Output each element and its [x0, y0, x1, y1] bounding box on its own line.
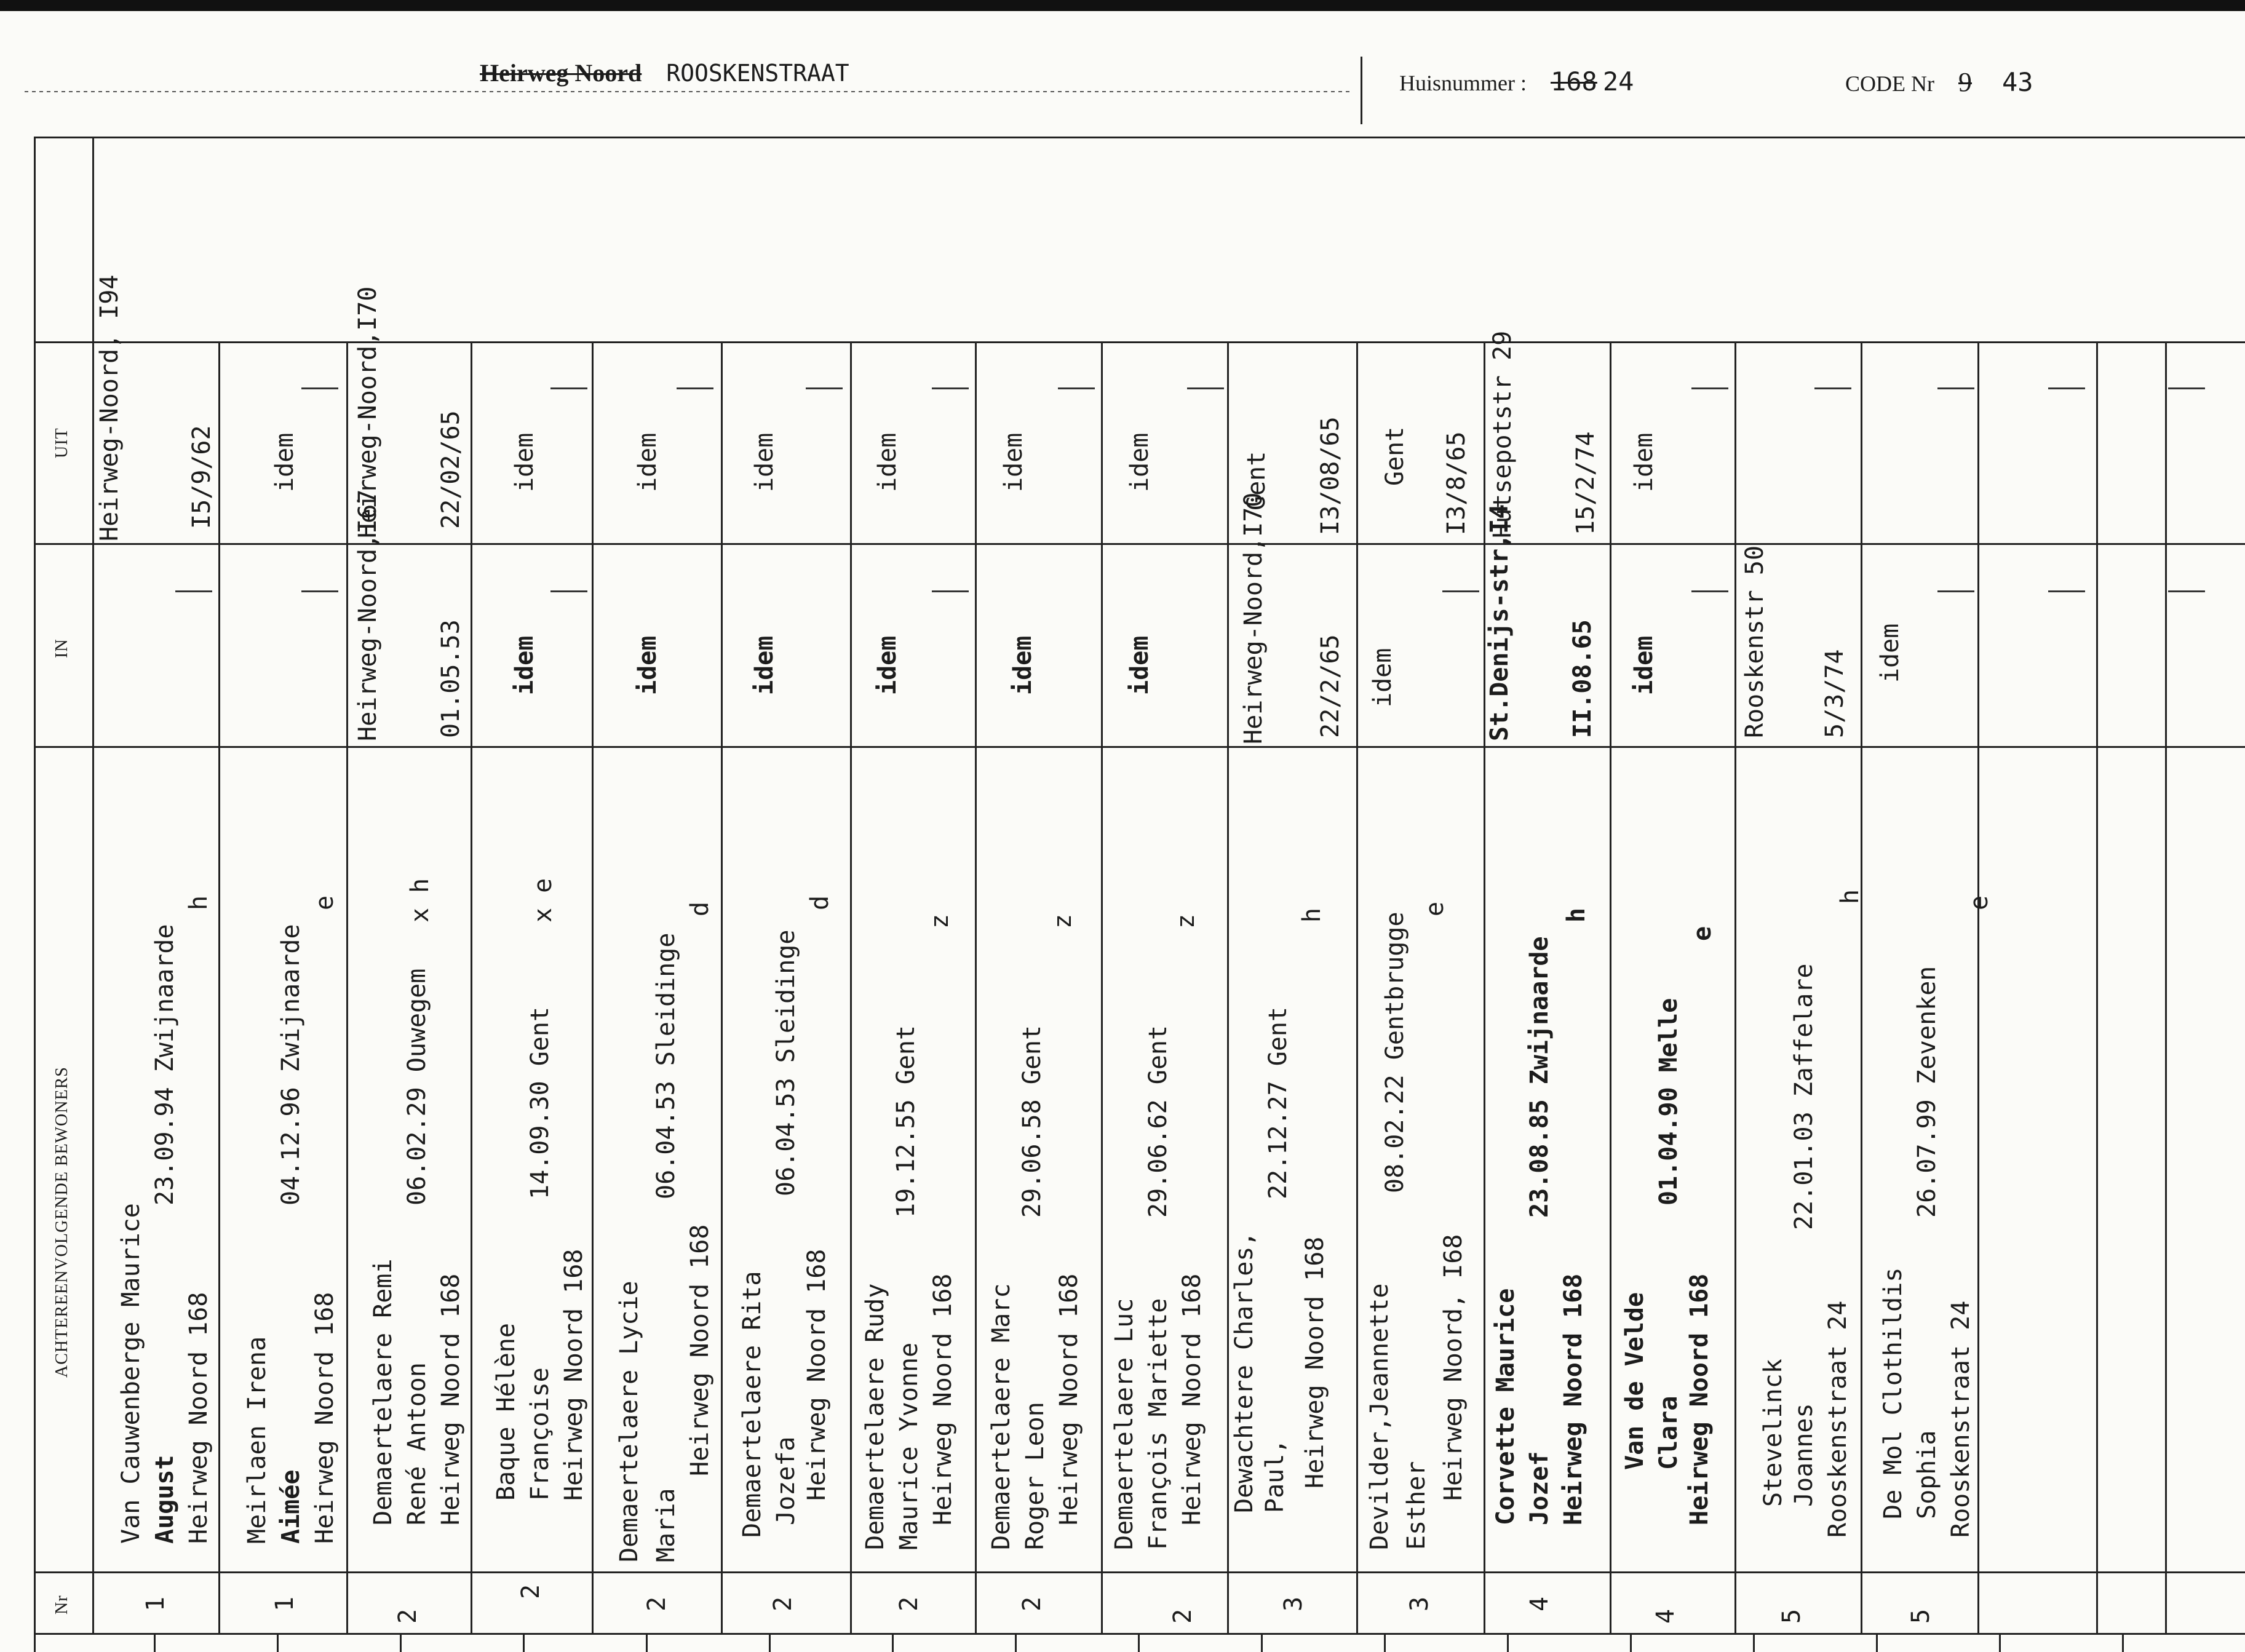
in-place: idem: [1630, 635, 1658, 695]
resident-address: Heirweg Noord 168: [803, 1249, 831, 1501]
dash-mark: [1937, 590, 1974, 592]
resident-name: Demaertelaere Luc: [1110, 1298, 1138, 1550]
in-place: idem: [634, 635, 662, 695]
row-nr: 2: [394, 1608, 422, 1624]
status-mark: d: [686, 901, 714, 916]
dash-mark: [2048, 590, 2085, 592]
bottom-tick: [1138, 1633, 1140, 1652]
row-sep: [975, 341, 977, 1633]
bottom-tick: [1753, 1633, 1755, 1652]
row-nr: 5: [1907, 1608, 1935, 1624]
row-nr: 2: [895, 1596, 923, 1611]
resident-name-2: Paul,: [1261, 1439, 1289, 1513]
label-nr: Nr: [52, 1595, 71, 1614]
resident-name: Meirlaen Irena: [243, 1336, 271, 1544]
dash-mark: [1442, 590, 1479, 592]
birth-info: 19.12.55 Gent: [892, 1025, 920, 1218]
uit-place: Gent: [1381, 426, 1409, 486]
row-nr: 1: [271, 1596, 299, 1611]
resident-address: Rooskenstraat 24: [1824, 1300, 1852, 1538]
status-mark: x e: [529, 878, 557, 923]
status-mark: z: [926, 913, 954, 929]
uit-place: Gent: [1242, 451, 1271, 510]
frame-left: [34, 137, 36, 1635]
resident-name-2: Françoise: [526, 1367, 554, 1501]
street-header: [480, 58, 849, 87]
dash-mark: [1814, 387, 1851, 389]
birth-info: 22.12.27 Gent: [1264, 1006, 1292, 1199]
resident-name: Demaertelaere Rita: [738, 1271, 766, 1538]
uit-place: idem: [511, 432, 539, 492]
row-nr: 2: [1169, 1608, 1197, 1624]
resident-name: Corvette Maurice: [1492, 1288, 1520, 1525]
row-nr: 5: [1778, 1608, 1806, 1624]
status-mark: e: [311, 895, 339, 910]
status-mark: z: [1049, 913, 1077, 929]
row-sep: [2165, 341, 2167, 1633]
resident-name-2: Maria: [652, 1488, 680, 1562]
status-mark: h: [185, 895, 213, 910]
dash-mark: [932, 590, 969, 592]
dash-mark: [677, 387, 713, 389]
resident-address: Heirweg Noord 168: [1301, 1236, 1329, 1488]
in-place: idem: [1009, 635, 1037, 695]
dash-mark: [175, 590, 212, 592]
resident-name: Demaertelaere Marc: [987, 1283, 1015, 1550]
uit-place: idem: [750, 432, 779, 492]
bottom-tick: [646, 1633, 648, 1652]
bottom-tick: [1384, 1633, 1386, 1652]
header-dotted-line: [25, 91, 1353, 92]
resident-name-2: Maurice Yvonne: [895, 1342, 923, 1550]
uit-place: idem: [271, 432, 299, 492]
resident-address: Heirweg Noord 168: [686, 1224, 714, 1476]
birth-info: 26.07.99 Zevenken: [1913, 966, 1941, 1218]
huisnummer-old: 168: [1550, 66, 1597, 97]
in-place: idem: [1126, 635, 1154, 695]
resident-address: Heirweg Noord 168: [1685, 1273, 1714, 1525]
bottom-tick: [1876, 1633, 1878, 1652]
huisnummer-new: 24: [1602, 66, 1634, 97]
in-place: Heirweg-Noord,I70: [1239, 492, 1268, 744]
in-date: 01.05.53: [437, 619, 465, 738]
status-mark: e: [1965, 895, 1993, 910]
dash-mark: [550, 590, 587, 592]
bottom-tick: [769, 1633, 771, 1652]
row-nr: 2: [1018, 1596, 1046, 1611]
resident-name: Devilder,Jeannette: [1365, 1283, 1394, 1550]
resident-address: Rooskenstraat 24: [1947, 1300, 1975, 1538]
resident-address: Heirweg Noord 168: [929, 1273, 957, 1525]
street-old: Heirweg Noord: [480, 59, 642, 87]
label-col-line: [92, 137, 94, 1635]
bottom-tick: [400, 1633, 402, 1652]
row-sep: [592, 341, 594, 1633]
resident-name-2: François Mariette: [1144, 1298, 1172, 1550]
status-mark: z: [1172, 913, 1200, 929]
status-mark: h: [1562, 907, 1591, 923]
in-place: idem: [750, 635, 779, 695]
dash-mark: [2168, 387, 2205, 389]
status-mark: d: [806, 895, 834, 910]
code-new: 43: [2001, 67, 2033, 97]
code-nr: [1845, 66, 2033, 98]
uit-date: I3/8/65: [1442, 431, 1471, 535]
bottom-tick: [2122, 1633, 2124, 1652]
resident-name: Van de Velde: [1621, 1292, 1649, 1470]
row-nr: 3: [1405, 1596, 1434, 1611]
uit-date: I5/9/62: [188, 425, 216, 529]
street-new: ROOSKENSTRAAT: [666, 60, 849, 87]
label-in: IN: [52, 638, 71, 658]
resident-name-2: Roger Leon: [1021, 1402, 1049, 1550]
status-mark: e: [1421, 901, 1449, 916]
row-sep: [218, 341, 220, 1633]
row-sep: [1610, 341, 1611, 1633]
in-place: Rooskenstr 50: [1741, 545, 1769, 738]
status-mark: x h: [406, 878, 434, 923]
row-sep: [1227, 341, 1229, 1633]
resident-address: Heirweg Noord 168: [311, 1292, 339, 1544]
birth-info: 06.04.53 Sleidinge: [652, 932, 680, 1199]
birth-info: 23.08.85 Zwijnaarde: [1525, 936, 1554, 1218]
resident-name: Demaertelaere Lycie: [615, 1281, 643, 1562]
dash-mark: [1691, 590, 1728, 592]
row-nr: 4: [1651, 1608, 1680, 1624]
in-date: II.08.65: [1568, 619, 1597, 738]
birth-info: 06.04.53 Sleidinge: [772, 929, 800, 1196]
status-mark: h: [1298, 907, 1326, 923]
bottom-tick: [1999, 1633, 2001, 1652]
resident-name: Baque Hélène: [492, 1323, 520, 1501]
status-mark: h: [1836, 889, 1864, 904]
label-bewoners: ACHTEREENVOLGENDE BEWONERS: [52, 1066, 71, 1378]
dash-mark: [550, 387, 587, 389]
resident-address: Heirweg Noord 168: [560, 1249, 588, 1501]
uit-place: Hutsepotstr 29: [1488, 330, 1517, 538]
uit-place: idem: [634, 432, 662, 492]
dash-mark: [1058, 387, 1095, 389]
bottom-tick: [277, 1633, 279, 1652]
in-bewoners-line: [34, 746, 2245, 748]
huisnummer: [1399, 66, 1634, 97]
uit-place: idem: [1630, 432, 1658, 492]
in-date: 5/3/74: [1821, 649, 1849, 738]
resident-name-2: Clara: [1655, 1396, 1683, 1470]
uit-place: idem: [999, 432, 1028, 492]
in-place: idem: [1369, 648, 1397, 707]
status-mark: e: [1688, 926, 1717, 941]
resident-address: Heirweg Noord 168: [1055, 1273, 1083, 1525]
uit-date: I3/08/65: [1316, 416, 1345, 535]
row-nr: 3: [1279, 1596, 1308, 1611]
resident-name-2: René Antoon: [403, 1362, 431, 1525]
resident-name: Demaertelaere Remi: [369, 1258, 397, 1525]
row-sep: [1977, 341, 1979, 1633]
bottom-tick: [154, 1633, 156, 1652]
code-label: CODE Nr: [1845, 71, 1934, 96]
bottom-tick: [523, 1633, 525, 1652]
bottom-tick: [1261, 1633, 1263, 1652]
dash-mark: [2168, 590, 2205, 592]
dash-mark: [301, 387, 338, 389]
birth-info: 14.09.30 Gent: [526, 1006, 554, 1199]
resident-name-2: August: [151, 1455, 179, 1544]
birth-info: 29.06.62 Gent: [1144, 1025, 1172, 1218]
in-place: Heirweg-Noord,I67: [354, 489, 382, 741]
resident-name: Van Cauwenberge Maurice: [117, 1203, 145, 1544]
resident-name-2: Sophia: [1913, 1430, 1941, 1519]
row-sep: [850, 341, 852, 1633]
resident-address: Heirweg Noord 168: [437, 1273, 465, 1525]
dash-mark: [1187, 387, 1224, 389]
bottom-tick: [1015, 1633, 1017, 1652]
resident-address: Heirweg Noord 168: [1178, 1273, 1206, 1525]
in-place: idem: [873, 635, 902, 695]
dash-mark: [301, 590, 338, 592]
header-divider: [1361, 57, 1362, 124]
row-sep: [471, 341, 472, 1633]
resident-name-2: Joannes: [1790, 1403, 1818, 1507]
huisnummer-label: Huisnummer :: [1399, 71, 1527, 95]
row-sep: [1861, 341, 1862, 1633]
dash-mark: [806, 387, 843, 389]
in-place: St.Denijs-str,I4: [1485, 504, 1514, 741]
bottom-tick: [1507, 1633, 1509, 1652]
uit-place: Heirweg-Noord, I94: [95, 274, 124, 541]
code-old: 9: [1958, 67, 1972, 97]
row-sep: [346, 341, 348, 1633]
bottom-tick: [892, 1633, 894, 1652]
row-nr: 2: [517, 1584, 545, 1599]
row-nr: 4: [1525, 1596, 1554, 1611]
resident-name-2: Jozefa: [772, 1436, 800, 1525]
birth-info: 22.01.03 Zaffelare: [1790, 963, 1818, 1230]
uit-date: 15/2/74: [1572, 431, 1600, 535]
bottom-tick: [1630, 1633, 1632, 1652]
resident-name: De Mol Clothildis: [1879, 1267, 1907, 1519]
resident-name-2: Aimée: [277, 1469, 305, 1544]
resident-name-2: Jozef: [1525, 1451, 1554, 1525]
dash-mark: [2048, 387, 2085, 389]
resident-name: Dewachtere Charles,: [1230, 1231, 1258, 1513]
uit-place: idem: [873, 432, 902, 492]
birth-info: 08.02.22 Gentbrugge: [1381, 911, 1409, 1193]
row-sep: [1734, 341, 1736, 1633]
row-nr: 2: [643, 1596, 671, 1611]
in-place: idem: [1876, 623, 1904, 683]
in-place: idem: [511, 635, 539, 695]
resident-name: Stevelinck: [1759, 1359, 1787, 1507]
row-nr: 2: [769, 1596, 797, 1611]
row-sep: [2096, 341, 2098, 1633]
resident-name: Demaertelaere Rudy: [861, 1283, 889, 1550]
bottom-tick: [34, 1633, 36, 1652]
uit-date: 22/02/65: [437, 410, 465, 529]
uit-place: Heirweg-Noord,I70: [354, 286, 382, 538]
birth-info: 29.06.58 Gent: [1018, 1025, 1046, 1218]
bewoners-nr-line: [34, 1571, 2245, 1573]
frame-top: [34, 137, 2245, 138]
birth-info: 23.09.94 Zwijnaarde: [151, 924, 179, 1205]
birth-info: 06.02.29 Ouwegem: [403, 968, 431, 1205]
dash-mark: [1937, 387, 1974, 389]
row-sep: [721, 341, 723, 1633]
resident-address: Heirweg Noord 168: [185, 1292, 213, 1544]
resident-name-2: Esther: [1402, 1461, 1431, 1550]
birth-info: 01.04.90 Melle: [1655, 998, 1683, 1205]
label-uit: UIT: [52, 427, 71, 458]
row-sep: [1101, 341, 1103, 1633]
row-sep: [1356, 341, 1358, 1633]
dash-mark: [1691, 387, 1728, 389]
resident-address: Heirweg Noord, I68: [1439, 1234, 1468, 1501]
uit-place: idem: [1126, 432, 1154, 492]
resident-address: Heirweg Noord 168: [1559, 1273, 1587, 1525]
dash-mark: [932, 387, 969, 389]
row-nr: 1: [141, 1596, 170, 1611]
scan-top-edge: [0, 0, 2245, 11]
birth-info: 04.12.96 Zwijnaarde: [277, 924, 305, 1205]
in-date: 22/2/65: [1316, 634, 1345, 738]
